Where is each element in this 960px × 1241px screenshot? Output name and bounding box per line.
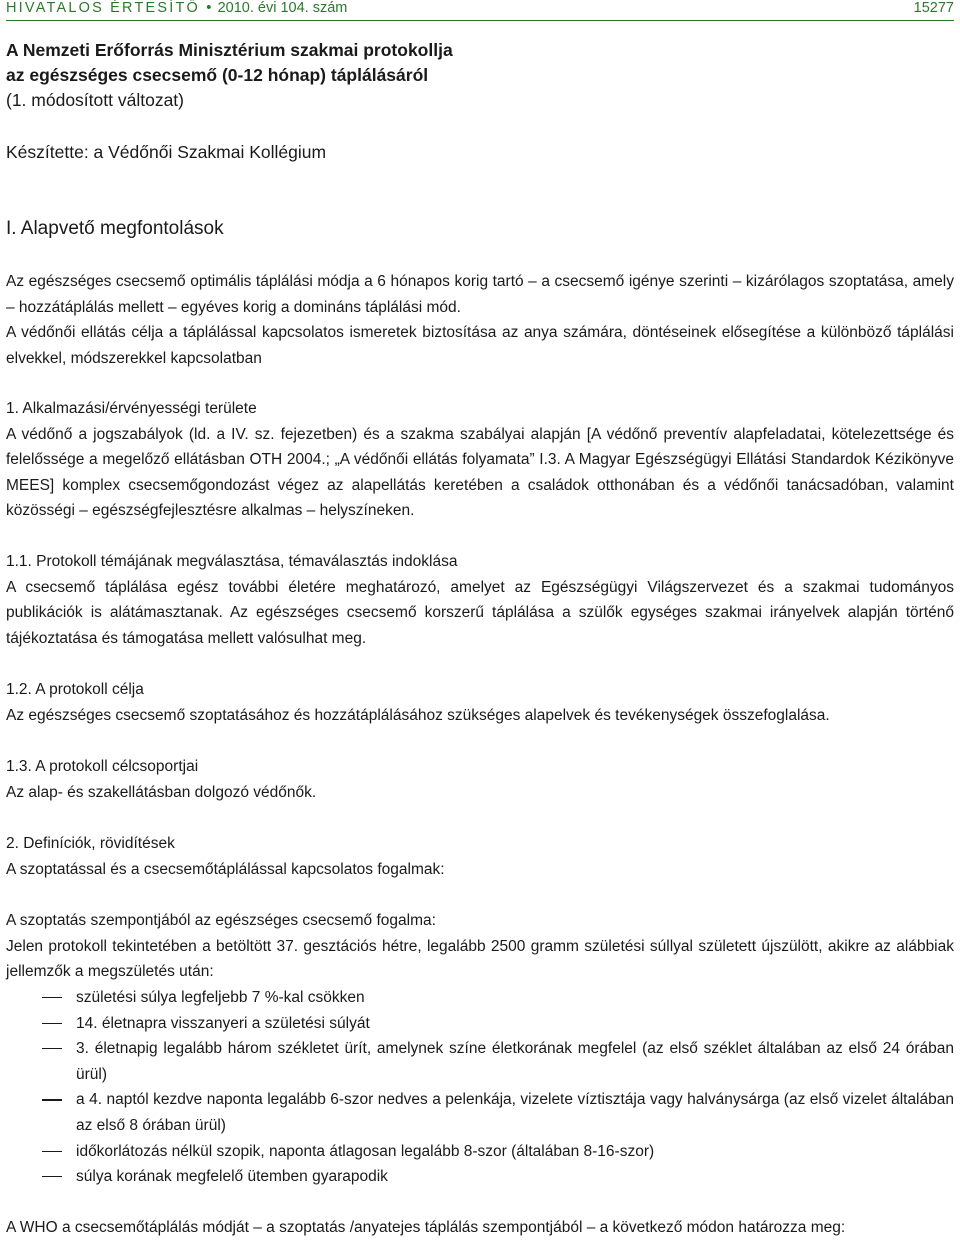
section-1-3-heading: 1.3. A protokoll célcsoportjai — [6, 758, 199, 775]
document-author: Készítette: a Védőnői Szakmai Kollégium — [6, 142, 327, 162]
intro-paragraph-1: Az egészséges csecsemő optimális táplálási módja a 6 hónapos korig tartó – a csecsemő igénye szerinti – kizárólagos szoptatása, amely – hozzátáplálás mellett – egyéves korig a domináns táplálási mód. — [6, 273, 954, 316]
section-title: I. Alapvető megfontolások — [6, 218, 224, 239]
section-1-heading: 1. Alkalmazási/érvényességi területe — [6, 400, 257, 417]
intro-section — [6, 269, 954, 371]
list-item — [6, 985, 954, 1011]
page-number: 15277 — [913, 0, 954, 16]
journal-name — [6, 0, 347, 16]
list-item-text: 3. életnapig legalább három székletet ürít, amelynek színe életkorának megfelel (az első széklet általában az első 24 órában ürül) — [76, 1040, 954, 1083]
dash-bullet — [42, 1048, 62, 1049]
closing-section — [6, 1215, 954, 1241]
list-item-text: súlya korának megfelelő ütemben gyarapodik — [76, 1168, 388, 1186]
section-1-3 — [6, 754, 954, 805]
list-item-text: időkorlátozás nélkül szopik, naponta átlagosan legalább 8-szor (általában 8-16-szor) — [76, 1142, 655, 1160]
definition-heading: A szoptatás szempontjából az egészséges csecsemő fogalma: — [6, 912, 436, 929]
dash-bullet — [42, 1176, 62, 1177]
document-title-line1: A Nemzeti Erőforrás Minisztérium szakmai protokollja — [6, 40, 453, 60]
section-1-1-heading: 1.1. Protokoll témájának megválasztása, témaválasztás indoklása — [6, 553, 458, 570]
section-2 — [6, 831, 954, 882]
section-1-1 — [6, 549, 954, 651]
section-1-3-text: Az alap- és szakellátásban dolgozó védőnők. — [6, 783, 317, 801]
definition-text: Jelen protokoll tekintetében a betöltött 37. gesztációs hétre, legalább 2500 gramm születési súllyal született újszülött, akikre az alábbiak jellemzők a megszületés után: — [6, 937, 954, 981]
list-item — [6, 1139, 954, 1165]
closing-text: A WHO a csecsemőtáplálás módját – a szoptatás /anyatejes táplálás szempontjából – a következő módon határozza meg: — [6, 1219, 846, 1236]
document-title-block — [6, 38, 946, 113]
issue-number: 2010. évi 104. szám — [217, 0, 348, 16]
document-title-line2: az egészséges csecsemő (0-12 hónap) táplálásáról — [6, 65, 429, 85]
section-1-2-text: Az egészséges csecsemő szoptatásához és hozzátáplálásához szükséges alapelvek és tevékenységek összefoglalása. — [6, 706, 830, 724]
header-separator: • — [206, 0, 212, 16]
list-item — [6, 1011, 954, 1037]
criteria-list — [6, 985, 954, 1190]
journal-title: HIVATALOS ÉRTESÍTŐ — [6, 0, 201, 16]
dash-bullet — [42, 1023, 62, 1024]
list-item — [6, 1164, 954, 1190]
list-item-text: 14. életnapra visszanyeri a születési súlyát — [76, 1014, 370, 1032]
list-item — [6, 1036, 954, 1087]
section-2-text: A szoptatással és a csecsemőtáplálással kapcsolatos fogalmak: — [6, 860, 445, 878]
intro-paragraph-2: A védőnői ellátás célja a táplálással kapcsolatos ismeretek biztosítása az anya számára, döntéseinek elősegítése a különböző táplálási elvekkel, módszerekkel kapcsolatban — [6, 324, 954, 367]
section-1-1-text: A csecsemő táplálása egész további életére meghatározó, amelyet az Egészségügyi Világszervezet és a szakmai tudományos publikációk is alátámasztanak. Az egészséges csecsemő korszerű táplálása a szülők egységes szakmai irányelvek alapján történő tájékoztatása és támogatása mellett valósulhat meg. — [6, 578, 954, 647]
section-1-2-heading: 1.2. A protokoll célja — [6, 681, 144, 698]
dash-bullet — [42, 1151, 62, 1152]
section-1 — [6, 396, 954, 524]
section-1-text: A védőnő a jogszabályok (ld. a IV. sz. fejezetben) és a szakma szabályai alapján [A védőnő preventív alapfeladatai, kötelezettsége és felelőssége a megelőző ellátásban OTH 2004.; „A védőnői ellátás folyamata” I.3. A Magyar Egészségügyi Ellátási Standardok Kézikönyve MEES] komplex csecsemőgondozást végez az alapellátás keretében a családok otthonában és a védőnői tanácsadóban, valamint közösségi – egészségfejlesztésre alkalmas – helyszíneken. — [6, 425, 954, 520]
dash-bullet — [42, 997, 62, 998]
running-header — [6, 0, 954, 21]
list-item — [6, 1087, 954, 1138]
document-version: (1. módosított változat) — [6, 90, 184, 110]
list-item-text: születési súlya legfeljebb 7 %-kal csökken — [76, 989, 365, 1006]
section-2-heading: 2. Definíciók, rövidítések — [6, 835, 175, 852]
list-item-text: a 4. naptól kezdve naponta legalább 6-szor nedves a pelenkája, vizelete víztisztája vagy halványsárga (az első vizelet általában az első 8 órában ürül) — [76, 1091, 954, 1134]
healthy-infant-definition — [6, 908, 954, 985]
section-1-2 — [6, 677, 954, 728]
dash-bullet — [42, 1099, 62, 1100]
